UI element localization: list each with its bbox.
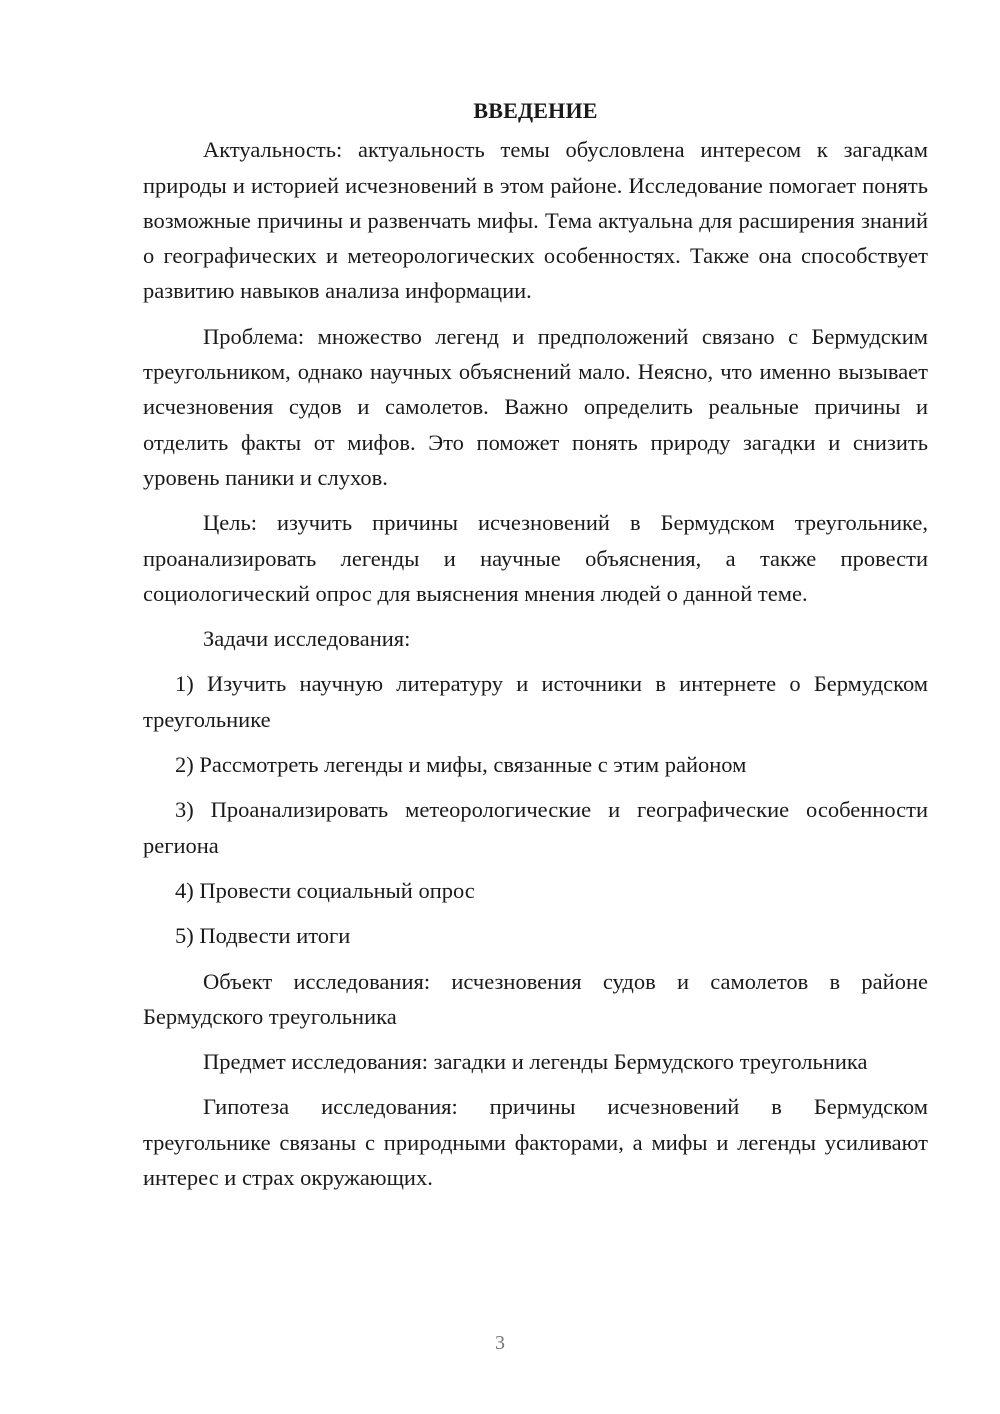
task-item-1: 1) Изучить научную литературу и источники в интернете о Бермудском треугольнике — [143, 671, 928, 732]
page-content — [143, 93, 928, 1205]
page-number: 3 — [495, 1332, 505, 1354]
task-item-3: 3) Проанализировать метеорологические и географические особенности региона — [143, 797, 928, 858]
section-heading: ВВЕДЕНИЕ — [473, 98, 598, 123]
hypothesis-paragraph: Гипотеза исследования: причины исчезновений в Бермудском треугольнике связаны с природными факторами, а мифы и легенды усиливают интерес и страх окружающих. — [143, 1094, 928, 1191]
relevance-paragraph: Актуальность: актуальность темы обусловлена интересом к загадкам природы и историей исчезновений в этом районе. Исследование помогает понять возможные причины и развенчать мифы. Тема актуальна для расширения знаний о географических и метеорологических особенностях. Также она способствует развитию навыков анализа информации. — [143, 137, 928, 304]
tasks-label: Задачи исследования: — [203, 626, 411, 652]
goal-paragraph: Цель: изучить причины исчезновений в Бермудском треугольнике, проанализировать легенды и научные объяснения, а также провести социологический опрос для выяснения мнения людей о данной теме. — [143, 510, 928, 606]
task-item-2: 2) Рассмотреть легенды и мифы, связанные с этим районом — [175, 752, 747, 778]
subject-paragraph: Предмет исследования: загадки и легенды Бермудского треугольника — [203, 1049, 868, 1075]
task-item-4: 4) Провести социальный опрос — [175, 877, 475, 903]
task-item-5: 5) Подвести итоги — [175, 923, 351, 949]
problem-paragraph: Проблема: множество легенд и предположений связано с Бермудским треугольником, однако научных объяснений мало. Неясно, что именно вызывает исчезновения судов и самолетов. Важно определить реальные причины и отделить факты от мифов. Это поможет понять природу загадки и снизить уровень паники и слухов. — [143, 323, 928, 490]
object-paragraph: Объект исследования: исчезновения судов и самолетов в районе Бермудского треугольника — [143, 968, 928, 1029]
